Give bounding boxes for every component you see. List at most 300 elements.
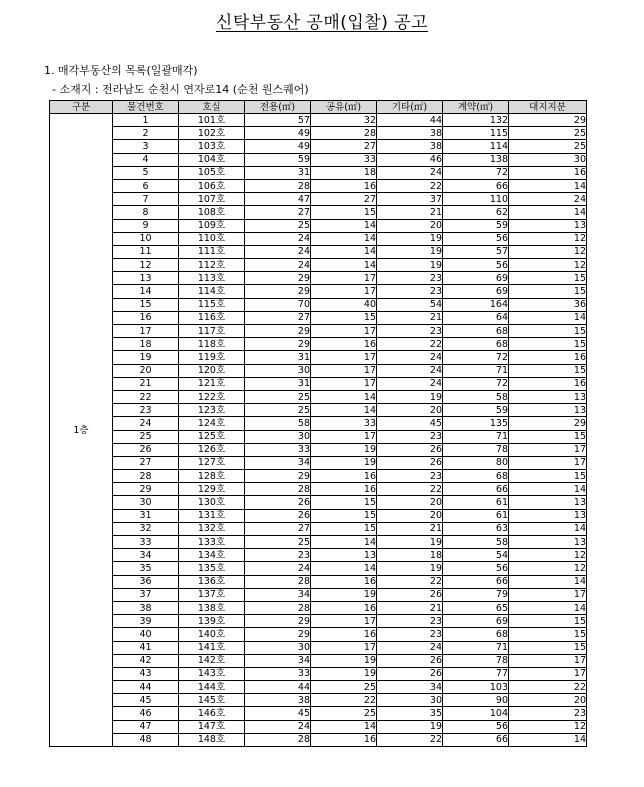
header-land-share: 대지지분: [509, 101, 587, 114]
cell-exclusive-area: 25: [245, 390, 311, 403]
cell-contract-area: 58: [443, 536, 509, 549]
cell-shared-area: 33: [311, 153, 377, 166]
cell-item-number: 21: [113, 377, 179, 390]
cell-exclusive-area: 28: [245, 601, 311, 614]
cell-other-area: 44: [377, 114, 443, 127]
cell-item-number: 23: [113, 404, 179, 417]
cell-exclusive-area: 27: [245, 311, 311, 324]
cell-other-area: 54: [377, 298, 443, 311]
cell-exclusive-area: 25: [245, 219, 311, 232]
cell-contract-area: 64: [443, 311, 509, 324]
cell-other-area: 22: [377, 575, 443, 588]
cell-unit: 127호: [179, 456, 245, 469]
cell-shared-area: 16: [311, 179, 377, 192]
cell-contract-area: 69: [443, 615, 509, 628]
cell-other-area: 26: [377, 456, 443, 469]
cell-item-number: 19: [113, 351, 179, 364]
cell-land-share: 15: [509, 430, 587, 443]
table-row: [50, 114, 587, 127]
cell-land-share: 23: [509, 707, 587, 720]
cell-shared-area: 14: [311, 390, 377, 403]
cell-shared-area: 33: [311, 417, 377, 430]
table-row: [50, 483, 587, 496]
cell-shared-area: 17: [311, 364, 377, 377]
table-header: [50, 101, 587, 114]
cell-other-area: 23: [377, 285, 443, 298]
table-row: [50, 417, 587, 430]
header-exclusive-area: 전용(㎡): [245, 101, 311, 114]
cell-shared-area: 19: [311, 588, 377, 601]
cell-item-number: 22: [113, 390, 179, 403]
cell-land-share: 14: [509, 575, 587, 588]
cell-other-area: 21: [377, 522, 443, 535]
cell-other-area: 20: [377, 509, 443, 522]
cell-unit: 124호: [179, 417, 245, 430]
cell-exclusive-area: 23: [245, 549, 311, 562]
cell-shared-area: 14: [311, 219, 377, 232]
cell-contract-area: 56: [443, 720, 509, 733]
cell-land-share: 16: [509, 166, 587, 179]
cell-exclusive-area: 49: [245, 127, 311, 140]
cell-other-area: 30: [377, 694, 443, 707]
cell-exclusive-area: 34: [245, 456, 311, 469]
table-row: [50, 179, 587, 192]
cell-unit: 128호: [179, 470, 245, 483]
cell-shared-area: 14: [311, 404, 377, 417]
table-row: [50, 390, 587, 403]
cell-unit: 137호: [179, 588, 245, 601]
table-row: [50, 588, 587, 601]
cell-other-area: 26: [377, 667, 443, 680]
cell-other-area: 20: [377, 219, 443, 232]
table-row: [50, 166, 587, 179]
cell-other-area: 24: [377, 351, 443, 364]
cell-contract-area: 61: [443, 509, 509, 522]
cell-exclusive-area: 29: [245, 470, 311, 483]
cell-contract-area: 103: [443, 681, 509, 694]
cell-other-area: 21: [377, 601, 443, 614]
cell-shared-area: 14: [311, 720, 377, 733]
cell-other-area: 26: [377, 588, 443, 601]
cell-land-share: 29: [509, 114, 587, 127]
cell-exclusive-area: 59: [245, 153, 311, 166]
cell-unit: 146호: [179, 707, 245, 720]
cell-unit: 119호: [179, 351, 245, 364]
cell-other-area: 19: [377, 536, 443, 549]
cell-unit: 117호: [179, 325, 245, 338]
cell-contract-area: 132: [443, 114, 509, 127]
cell-other-area: 24: [377, 364, 443, 377]
cell-contract-area: 115: [443, 127, 509, 140]
cell-item-number: 15: [113, 298, 179, 311]
cell-exclusive-area: 34: [245, 588, 311, 601]
floor-label: 1층: [50, 114, 113, 747]
cell-exclusive-area: 25: [245, 404, 311, 417]
cell-unit: 115호: [179, 298, 245, 311]
cell-item-number: 48: [113, 733, 179, 746]
cell-unit: 131호: [179, 509, 245, 522]
table-row: [50, 641, 587, 654]
table-row: [50, 298, 587, 311]
cell-exclusive-area: 26: [245, 496, 311, 509]
cell-land-share: 15: [509, 325, 587, 338]
cell-unit: 105호: [179, 166, 245, 179]
table-row: [50, 127, 587, 140]
table-row: [50, 232, 587, 245]
cell-shared-area: 16: [311, 733, 377, 746]
cell-item-number: 38: [113, 601, 179, 614]
cell-unit: 126호: [179, 443, 245, 456]
cell-shared-area: 16: [311, 575, 377, 588]
cell-contract-area: 54: [443, 549, 509, 562]
cell-land-share: 12: [509, 562, 587, 575]
cell-land-share: 15: [509, 285, 587, 298]
cell-unit: 130호: [179, 496, 245, 509]
cell-contract-area: 114: [443, 140, 509, 153]
cell-contract-area: 79: [443, 588, 509, 601]
cell-item-number: 18: [113, 338, 179, 351]
cell-other-area: 23: [377, 470, 443, 483]
cell-unit: 145호: [179, 694, 245, 707]
cell-item-number: 11: [113, 245, 179, 258]
cell-unit: 134호: [179, 549, 245, 562]
cell-contract-area: 57: [443, 245, 509, 258]
cell-land-share: 15: [509, 628, 587, 641]
cell-exclusive-area: 29: [245, 285, 311, 298]
cell-item-number: 4: [113, 153, 179, 166]
cell-shared-area: 40: [311, 298, 377, 311]
cell-item-number: 47: [113, 720, 179, 733]
cell-shared-area: 14: [311, 259, 377, 272]
cell-land-share: 36: [509, 298, 587, 311]
table-row: [50, 206, 587, 219]
cell-other-area: 26: [377, 443, 443, 456]
cell-shared-area: 17: [311, 430, 377, 443]
table-row: [50, 443, 587, 456]
cell-other-area: 23: [377, 430, 443, 443]
cell-item-number: 35: [113, 562, 179, 575]
cell-contract-area: 69: [443, 285, 509, 298]
cell-item-number: 7: [113, 193, 179, 206]
table-row: [50, 654, 587, 667]
cell-shared-area: 16: [311, 601, 377, 614]
cell-exclusive-area: 30: [245, 641, 311, 654]
cell-unit: 132호: [179, 522, 245, 535]
cell-item-number: 46: [113, 707, 179, 720]
cell-item-number: 28: [113, 470, 179, 483]
cell-land-share: 17: [509, 654, 587, 667]
cell-unit: 116호: [179, 311, 245, 324]
cell-unit: 106호: [179, 179, 245, 192]
cell-unit: 133호: [179, 536, 245, 549]
cell-unit: 129호: [179, 483, 245, 496]
cell-exclusive-area: 24: [245, 720, 311, 733]
cell-land-share: 14: [509, 522, 587, 535]
cell-unit: 104호: [179, 153, 245, 166]
cell-shared-area: 14: [311, 232, 377, 245]
cell-other-area: 45: [377, 417, 443, 430]
cell-shared-area: 28: [311, 127, 377, 140]
cell-other-area: 19: [377, 390, 443, 403]
cell-contract-area: 68: [443, 628, 509, 641]
table-row: [50, 364, 587, 377]
header-item-number: 물건번호: [113, 101, 179, 114]
cell-land-share: 12: [509, 720, 587, 733]
cell-unit: 125호: [179, 430, 245, 443]
cell-item-number: 29: [113, 483, 179, 496]
table-row: [50, 338, 587, 351]
cell-land-share: 13: [509, 404, 587, 417]
cell-shared-area: 19: [311, 667, 377, 680]
cell-land-share: 13: [509, 219, 587, 232]
table-row: [50, 601, 587, 614]
table-row: [50, 311, 587, 324]
property-list-table: [49, 100, 587, 747]
cell-land-share: 17: [509, 667, 587, 680]
cell-other-area: 37: [377, 193, 443, 206]
cell-unit: 101호: [179, 114, 245, 127]
cell-shared-area: 17: [311, 641, 377, 654]
cell-exclusive-area: 30: [245, 364, 311, 377]
cell-shared-area: 17: [311, 285, 377, 298]
cell-shared-area: 15: [311, 496, 377, 509]
cell-other-area: 22: [377, 483, 443, 496]
cell-other-area: 23: [377, 615, 443, 628]
cell-unit: 102호: [179, 127, 245, 140]
cell-contract-area: 72: [443, 377, 509, 390]
cell-land-share: 13: [509, 509, 587, 522]
cell-item-number: 26: [113, 443, 179, 456]
cell-item-number: 32: [113, 522, 179, 535]
cell-contract-area: 72: [443, 351, 509, 364]
cell-item-number: 39: [113, 615, 179, 628]
cell-item-number: 42: [113, 654, 179, 667]
cell-contract-area: 78: [443, 654, 509, 667]
table-row: [50, 549, 587, 562]
table-row: [50, 496, 587, 509]
cell-item-number: 30: [113, 496, 179, 509]
cell-item-number: 45: [113, 694, 179, 707]
cell-land-share: 12: [509, 549, 587, 562]
cell-other-area: 23: [377, 628, 443, 641]
table-row: [50, 325, 587, 338]
table-row: [50, 272, 587, 285]
cell-item-number: 5: [113, 166, 179, 179]
cell-contract-area: 62: [443, 206, 509, 219]
cell-exclusive-area: 24: [245, 232, 311, 245]
cell-unit: 148호: [179, 733, 245, 746]
cell-item-number: 10: [113, 232, 179, 245]
cell-unit: 138호: [179, 601, 245, 614]
cell-unit: 120호: [179, 364, 245, 377]
cell-exclusive-area: 44: [245, 681, 311, 694]
table-row: [50, 377, 587, 390]
cell-land-share: 15: [509, 470, 587, 483]
cell-exclusive-area: 24: [245, 259, 311, 272]
cell-item-number: 31: [113, 509, 179, 522]
cell-contract-area: 78: [443, 443, 509, 456]
cell-other-area: 23: [377, 325, 443, 338]
cell-contract-area: 164: [443, 298, 509, 311]
cell-contract-area: 138: [443, 153, 509, 166]
table-row: [50, 522, 587, 535]
page-title: [0, 8, 644, 33]
cell-unit: 103호: [179, 140, 245, 153]
cell-other-area: 21: [377, 206, 443, 219]
cell-contract-area: 61: [443, 496, 509, 509]
cell-shared-area: 17: [311, 325, 377, 338]
cell-contract-area: 71: [443, 364, 509, 377]
cell-contract-area: 59: [443, 404, 509, 417]
cell-shared-area: 14: [311, 245, 377, 258]
cell-unit: 123호: [179, 404, 245, 417]
cell-shared-area: 16: [311, 628, 377, 641]
cell-exclusive-area: 33: [245, 667, 311, 680]
cell-item-number: 34: [113, 549, 179, 562]
table-row: [50, 430, 587, 443]
cell-exclusive-area: 28: [245, 733, 311, 746]
cell-land-share: 14: [509, 483, 587, 496]
cell-contract-area: 110: [443, 193, 509, 206]
cell-unit: 114호: [179, 285, 245, 298]
cell-other-area: 21: [377, 311, 443, 324]
cell-shared-area: 16: [311, 470, 377, 483]
cell-shared-area: 27: [311, 193, 377, 206]
cell-land-share: 15: [509, 641, 587, 654]
cell-item-number: 41: [113, 641, 179, 654]
cell-contract-area: 90: [443, 694, 509, 707]
cell-land-share: 15: [509, 364, 587, 377]
cell-shared-area: 25: [311, 707, 377, 720]
header-other-area: 기타(㎡): [377, 101, 443, 114]
cell-item-number: 37: [113, 588, 179, 601]
cell-contract-area: 72: [443, 166, 509, 179]
cell-other-area: 34: [377, 681, 443, 694]
cell-item-number: 43: [113, 667, 179, 680]
section-heading: 1. 매각부동산의 목록(일괄매각): [44, 64, 198, 77]
cell-contract-area: 77: [443, 667, 509, 680]
cell-land-share: 13: [509, 536, 587, 549]
cell-contract-area: 56: [443, 259, 509, 272]
cell-other-area: 18: [377, 549, 443, 562]
cell-shared-area: 19: [311, 456, 377, 469]
header-contract-area: 계약(㎡): [443, 101, 509, 114]
cell-contract-area: 56: [443, 232, 509, 245]
cell-contract-area: 66: [443, 575, 509, 588]
cell-item-number: 14: [113, 285, 179, 298]
cell-land-share: 15: [509, 272, 587, 285]
table-row: [50, 509, 587, 522]
cell-unit: 107호: [179, 193, 245, 206]
header-row: [50, 101, 587, 114]
cell-land-share: 30: [509, 153, 587, 166]
cell-item-number: 40: [113, 628, 179, 641]
cell-item-number: 2: [113, 127, 179, 140]
cell-land-share: 14: [509, 733, 587, 746]
cell-shared-area: 16: [311, 338, 377, 351]
cell-item-number: 44: [113, 681, 179, 694]
table-row: [50, 628, 587, 641]
table-row: [50, 681, 587, 694]
cell-item-number: 36: [113, 575, 179, 588]
table-row: [50, 219, 587, 232]
cell-exclusive-area: 31: [245, 377, 311, 390]
cell-item-number: 6: [113, 179, 179, 192]
cell-exclusive-area: 31: [245, 166, 311, 179]
cell-land-share: 16: [509, 351, 587, 364]
cell-unit: 112호: [179, 259, 245, 272]
cell-land-share: 16: [509, 377, 587, 390]
table-row: [50, 733, 587, 746]
cell-land-share: 20: [509, 694, 587, 707]
table-row: [50, 667, 587, 680]
header-shared-area: 공유(㎡): [311, 101, 377, 114]
cell-contract-area: 63: [443, 522, 509, 535]
cell-unit: 142호: [179, 654, 245, 667]
cell-item-number: 24: [113, 417, 179, 430]
cell-unit: 144호: [179, 681, 245, 694]
table-row: [50, 404, 587, 417]
table-row: [50, 351, 587, 364]
cell-land-share: 29: [509, 417, 587, 430]
cell-shared-area: 16: [311, 483, 377, 496]
cell-item-number: 25: [113, 430, 179, 443]
cell-shared-area: 15: [311, 311, 377, 324]
cell-land-share: 15: [509, 615, 587, 628]
cell-unit: 136호: [179, 575, 245, 588]
cell-shared-area: 15: [311, 206, 377, 219]
cell-item-number: 17: [113, 325, 179, 338]
cell-exclusive-area: 29: [245, 272, 311, 285]
cell-contract-area: 69: [443, 272, 509, 285]
table-row: [50, 575, 587, 588]
cell-contract-area: 104: [443, 707, 509, 720]
table-row: [50, 707, 587, 720]
cell-land-share: 15: [509, 338, 587, 351]
cell-shared-area: 32: [311, 114, 377, 127]
cell-other-area: 46: [377, 153, 443, 166]
cell-other-area: 19: [377, 562, 443, 575]
cell-other-area: 22: [377, 338, 443, 351]
table-row: [50, 536, 587, 549]
cell-shared-area: 17: [311, 272, 377, 285]
cell-other-area: 38: [377, 127, 443, 140]
header-category: 구분: [50, 101, 113, 114]
cell-item-number: 27: [113, 456, 179, 469]
cell-unit: 135호: [179, 562, 245, 575]
cell-land-share: 13: [509, 390, 587, 403]
location-text: - 소재지 : 전라남도 순천시 연자로14 (순천 원스퀘어): [52, 83, 309, 96]
cell-land-share: 14: [509, 179, 587, 192]
cell-land-share: 12: [509, 245, 587, 258]
cell-land-share: 12: [509, 232, 587, 245]
cell-exclusive-area: 29: [245, 338, 311, 351]
table-row: [50, 694, 587, 707]
cell-shared-area: 25: [311, 681, 377, 694]
table-row: [50, 193, 587, 206]
cell-exclusive-area: 33: [245, 443, 311, 456]
cell-contract-area: 68: [443, 470, 509, 483]
cell-item-number: 16: [113, 311, 179, 324]
table-row: [50, 285, 587, 298]
cell-item-number: 12: [113, 259, 179, 272]
cell-contract-area: 58: [443, 390, 509, 403]
cell-shared-area: 15: [311, 522, 377, 535]
cell-shared-area: 19: [311, 443, 377, 456]
cell-shared-area: 15: [311, 509, 377, 522]
cell-exclusive-area: 27: [245, 206, 311, 219]
cell-contract-area: 65: [443, 601, 509, 614]
